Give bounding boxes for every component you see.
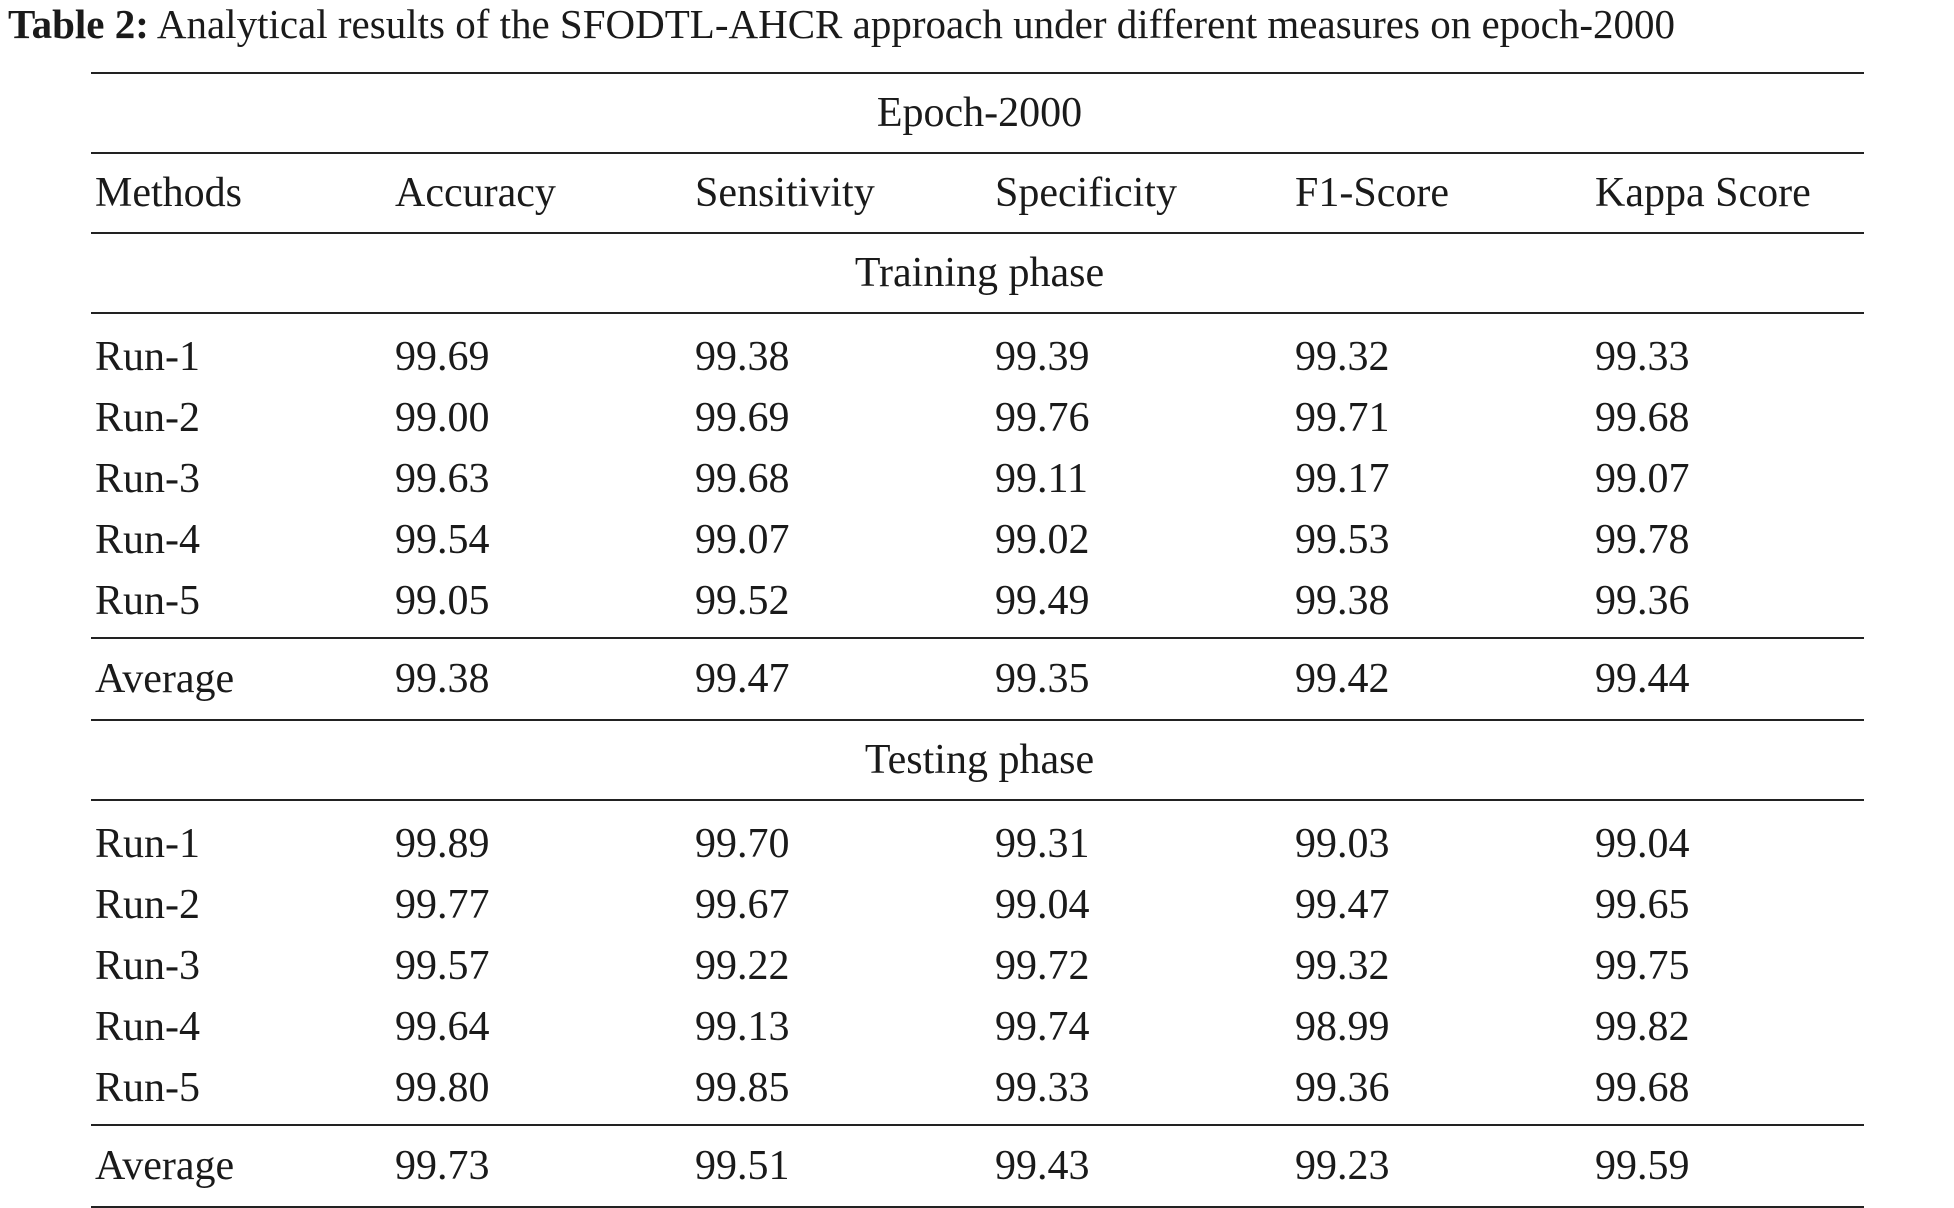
cell-kappa-score: 99.82 — [1595, 1003, 1690, 1050]
cell-f1-score: 99.53 — [1295, 516, 1390, 563]
cell-f1-score: 99.47 — [1295, 881, 1390, 928]
cell-accuracy: 99.69 — [395, 333, 490, 380]
cell-sensitivity: 99.70 — [695, 820, 790, 867]
cell-accuracy: 99.57 — [395, 942, 490, 989]
average-cell-f1-score: 99.23 — [1291, 1125, 1591, 1207]
table-title-row — [91, 73, 1864, 153]
average-cell-specificity: 99.35 — [991, 638, 1291, 720]
cell-method: Run-2 — [95, 394, 200, 441]
cell-kappa-score: 99.33 — [1595, 333, 1690, 380]
cell-f1-score: 99.38 — [1295, 577, 1390, 624]
cell-sensitivity: 99.38 — [695, 333, 790, 380]
phase-row-training — [91, 233, 1864, 313]
cell-specificity: 99.49 — [995, 577, 1090, 624]
average-row-testing — [91, 1125, 1864, 1207]
cell-f1-score: 99.32 — [1295, 942, 1390, 989]
cell-sensitivity: 99.52 — [695, 577, 790, 624]
cell-method: Run-5 — [95, 1064, 200, 1111]
cell-method: Run-4 — [95, 1003, 200, 1050]
cell-sensitivity: 99.22 — [695, 942, 790, 989]
table-caption — [8, 0, 1948, 48]
average-cell-sensitivity: 99.51 — [691, 1125, 991, 1207]
average-cell-kappa-score: 99.44 — [1591, 638, 1864, 720]
table-title: Epoch-2000 — [91, 73, 1864, 153]
header-f1-score: F1-Score — [1291, 153, 1591, 233]
cell-method: Run-2 — [95, 881, 200, 928]
cell-sensitivity: 99.67 — [695, 881, 790, 928]
cell-specificity: 99.02 — [995, 516, 1090, 563]
cell-accuracy: 99.63 — [395, 455, 490, 502]
table-row — [91, 935, 1864, 996]
average-cell-f1-score: 99.42 — [1291, 638, 1591, 720]
average-cell-specificity: 99.43 — [991, 1125, 1291, 1207]
cell-sensitivity: 99.69 — [695, 394, 790, 441]
cell-f1-score: 99.03 — [1295, 820, 1390, 867]
cell-specificity: 99.74 — [995, 1003, 1090, 1050]
average-cell-accuracy: 99.73 — [391, 1125, 691, 1207]
cell-sensitivity: 99.13 — [695, 1003, 790, 1050]
header-kappa-score: Kappa Score — [1591, 153, 1864, 233]
cell-kappa-score: 99.04 — [1595, 820, 1690, 867]
table-row — [91, 800, 1864, 874]
cell-method: Run-1 — [95, 333, 200, 380]
cell-kappa-score: 99.68 — [1595, 394, 1690, 441]
table-body — [91, 73, 1864, 1207]
average-cell-kappa-score: 99.59 — [1591, 1125, 1864, 1207]
cell-kappa-score: 99.65 — [1595, 881, 1690, 928]
cell-f1-score: 99.17 — [1295, 455, 1390, 502]
cell-specificity: 99.11 — [995, 455, 1088, 502]
average-cell-method: Average — [91, 1125, 391, 1207]
table-row — [91, 1057, 1864, 1125]
average-cell-accuracy: 99.38 — [391, 638, 691, 720]
table-row — [91, 996, 1864, 1057]
table-row — [91, 387, 1864, 448]
cell-sensitivity: 99.68 — [695, 455, 790, 502]
phase-label-training: Training phase — [91, 233, 1864, 313]
cell-f1-score: 99.32 — [1295, 333, 1390, 380]
cell-accuracy: 99.00 — [395, 394, 490, 441]
table-row — [91, 874, 1864, 935]
cell-specificity: 99.76 — [995, 394, 1090, 441]
results-table — [91, 72, 1864, 1208]
cell-accuracy: 99.89 — [395, 820, 490, 867]
cell-f1-score: 98.99 — [1295, 1003, 1390, 1050]
cell-accuracy: 99.64 — [395, 1003, 490, 1050]
cell-accuracy: 99.05 — [395, 577, 490, 624]
cell-method: Run-3 — [95, 942, 200, 989]
cell-f1-score: 99.71 — [1295, 394, 1390, 441]
average-cell-method: Average — [91, 638, 391, 720]
table-row — [91, 313, 1864, 387]
header-specificity: Specificity — [991, 153, 1291, 233]
cell-method: Run-1 — [95, 820, 200, 867]
cell-specificity: 99.39 — [995, 333, 1090, 380]
cell-accuracy: 99.80 — [395, 1064, 490, 1111]
phase-label-testing: Testing phase — [91, 720, 1864, 800]
average-cell-sensitivity: 99.47 — [691, 638, 991, 720]
table-row — [91, 570, 1864, 638]
caption-label: Table 2: — [8, 1, 149, 47]
average-row-training — [91, 638, 1864, 720]
header-methods: Methods — [91, 153, 391, 233]
cell-kappa-score: 99.68 — [1595, 1064, 1690, 1111]
phase-row-testing — [91, 720, 1864, 800]
cell-method: Run-5 — [95, 577, 200, 624]
caption-text: Analytical results of the SFODTL-AHCR approach under different measures on epoch-2000 — [148, 1, 1675, 47]
cell-sensitivity: 99.07 — [695, 516, 790, 563]
cell-accuracy: 99.54 — [395, 516, 490, 563]
cell-specificity: 99.31 — [995, 820, 1090, 867]
cell-kappa-score: 99.36 — [1595, 577, 1690, 624]
header-accuracy: Accuracy — [391, 153, 691, 233]
cell-specificity: 99.04 — [995, 881, 1090, 928]
cell-accuracy: 99.77 — [395, 881, 490, 928]
cell-kappa-score: 99.75 — [1595, 942, 1690, 989]
cell-specificity: 99.33 — [995, 1064, 1090, 1111]
table-row — [91, 448, 1864, 509]
cell-method: Run-4 — [95, 516, 200, 563]
cell-method: Run-3 — [95, 455, 200, 502]
cell-f1-score: 99.36 — [1295, 1064, 1390, 1111]
results-table-container — [91, 72, 1864, 1208]
cell-specificity: 99.72 — [995, 942, 1090, 989]
cell-kappa-score: 99.78 — [1595, 516, 1690, 563]
table-row — [91, 509, 1864, 570]
cell-kappa-score: 99.07 — [1595, 455, 1690, 502]
cell-sensitivity: 99.85 — [695, 1064, 790, 1111]
header-sensitivity: Sensitivity — [691, 153, 991, 233]
header-row — [91, 153, 1864, 233]
